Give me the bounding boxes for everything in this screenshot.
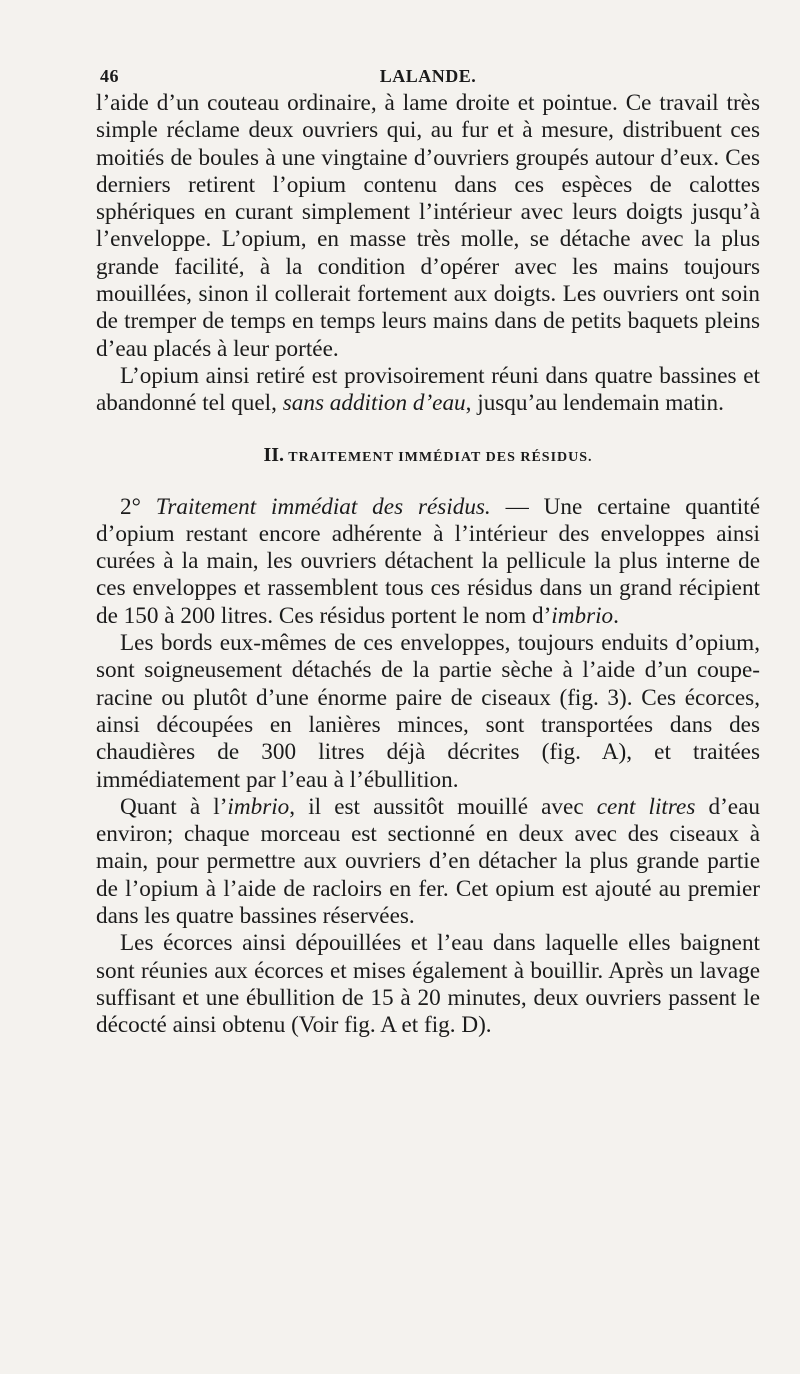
paragraph-ecorces <box>96 930 760 1039</box>
book-page <box>96 60 760 1040</box>
section-number: II. <box>263 443 285 466</box>
paragraph-text: 2° <box>120 493 156 520</box>
paragraph-opium-retire <box>96 363 760 418</box>
italic-phrase: imbrio <box>227 793 290 820</box>
paragraph-continuation <box>96 90 760 363</box>
paragraph-traitement <box>96 494 760 630</box>
paragraph-text: d’eau environ; chaque morceau est sectionné en deux avec des ciseaux à main, pour permettre aux ouvriers d’en détacher la plus grande partie de l’opium à l’aide de racloirs en fer. Cet opium est ajouté au premier dans les quatre bassines réservées. <box>96 793 760 930</box>
paragraph-text: l’aide d’un couteau ordinaire, à lame droite et pointue. Ce travail très simple réclame deux ouvriers qui, au fur et à mesure, distribuent ces moitiés de boules à une vingtaine d’ouvriers groupés autour d’eux. Ces derniers retirent l’opium contenu dans ces espèces de calottes sphériques en curant simplement l’intérieur avec leurs doigts jusqu’à l’enveloppe. L’opium, en masse très molle, se détache avec la plus grande facilité, à la condition d’opérer avec les mains toujours mouillées, sinon il collerait fortement aux doigts. Les ouvriers ont soin de tremper de temps en temps leurs mains dans de petits baquets pleins d’eau placés à leur portée. <box>96 90 760 362</box>
italic-phrase: sans addition d’eau <box>282 390 466 417</box>
italic-phrase: cent litres <box>596 793 696 820</box>
section-title: TRAITEMENT IMMÉDIAT DES RÉSIDUS. <box>288 449 593 465</box>
running-title: LALANDE. <box>379 66 477 86</box>
paragraph-text: , il est aussitôt mouillé avec <box>289 793 597 820</box>
paragraph-imbrio <box>96 794 760 930</box>
paragraph-text: , jusqu’au lendemain matin. <box>465 390 724 417</box>
paragraph-text: L’opium ainsi retiré est provisoirement réuni dans quatre bassines et abandonné tel quel, <box>96 362 760 417</box>
paragraph-text: Les bords eux-mêmes de ces enveloppes, toujours enduits d’opium, sont soigneusement détachés de la partie sèche à l’aide d’un coupe-racine ou plutôt d’une énorme paire de ciseaux (fig. 3). Ces écorces, ainsi découpées en lanières minces, sont transportées dans des chaudières de 300 litres déjà décrites (fig. A), et traitées immédiatement par l’eau à l’ébullition. <box>96 630 760 793</box>
paragraph-text: . <box>613 602 619 629</box>
paragraph-text: — Une certaine quantité d’opium restant encore adhérente à l’intérieur des enveloppes ainsi curées à la main, les ouvriers détachent la pellicule la plus interne de ces enveloppes et rassemblent tous ces résidus dans un grand récipient de 150 à 200 litres. Ces résidus portent le nom d’ <box>96 493 760 629</box>
page-number: 46 <box>100 66 119 86</box>
paragraph-bords <box>96 630 760 794</box>
italic-phrase: imbrio <box>551 602 614 629</box>
body-text-section-2 <box>96 494 760 1040</box>
section-heading <box>96 444 760 467</box>
body-text <box>96 90 760 418</box>
running-header <box>96 60 760 90</box>
italic-phrase: Traitement immédiat des résidus. <box>155 493 491 520</box>
paragraph-text: Les écorces ainsi dépouillées et l’eau dans laquelle elles baignent sont réunies aux écorces et mises également à bouillir. Après un lavage suffisant et une ébullition de 15 à 20 minutes, deux ouvriers passent le décocté ainsi obtenu (Voir fig. A et fig. D). <box>96 930 760 1039</box>
paragraph-text: Quant à l’ <box>120 793 228 820</box>
